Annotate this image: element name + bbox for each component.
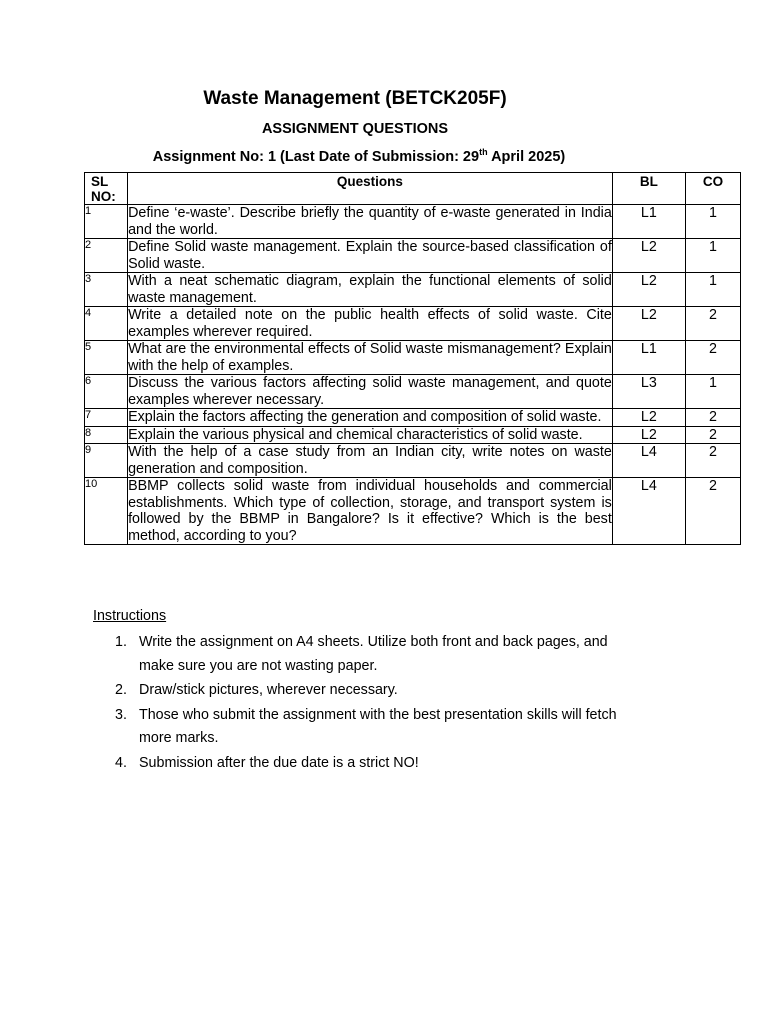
assignment-prefix: Assignment No: 1 (Last Date of Submission: 29 (152, 148, 480, 165)
table-row (85, 444, 741, 478)
table-row (85, 375, 741, 409)
table-row (85, 426, 741, 444)
instruction-number: 2. (115, 682, 127, 698)
instruction-text: Those who submit the assignment with the best presentation skills will fetch more marks. (139, 706, 617, 746)
row-sl: 6 (85, 375, 128, 409)
document-subtitle: ASSIGNMENT QUESTIONS (261, 121, 449, 137)
row-co: 2 (685, 307, 740, 341)
row-question: Write a detailed note on the public health effects of solid waste. Cite examples wherever required. (128, 307, 612, 340)
table-row (85, 273, 741, 307)
instruction-text: Draw/stick pictures, wherever necessary. (139, 682, 398, 698)
row-bl: L2 (612, 239, 685, 273)
row-sl: 9 (85, 444, 128, 478)
assignment-line (0, 147, 718, 165)
row-co: 1 (685, 273, 740, 307)
row-question: With the help of a case study from an Indian city, write notes on waste generation and composition. (128, 444, 612, 477)
instructions-heading: Instructions (93, 608, 167, 624)
table-row (85, 239, 741, 273)
row-question: Discuss the various factors affecting solid waste management, and quote examples wherever necessary. (128, 375, 612, 408)
row-question: Explain the factors affecting the generation and composition of solid waste. (128, 409, 613, 427)
header-sl-line2: NO: (91, 189, 116, 204)
row-bl: L4 (612, 478, 685, 545)
instructions-section (93, 607, 633, 776)
row-co: 2 (685, 409, 740, 427)
row-question: With a neat schematic diagram, explain the functional elements of solid waste management. (128, 273, 612, 306)
row-question: What are the environmental effects of Solid waste mismanagement? Explain with the help of examples. (128, 341, 612, 374)
instructions-list (93, 631, 633, 775)
instruction-item (93, 752, 633, 776)
row-sl: 10 (85, 478, 128, 545)
row-question: Define ‘e-waste’. Describe briefly the quantity of e-waste generated in India and the world. (128, 205, 612, 238)
row-bl: L1 (612, 205, 685, 239)
table-row (85, 478, 741, 545)
header-bl-label: BL (639, 174, 658, 189)
row-co: 1 (685, 375, 740, 409)
assignment-suffix: April 2025) (487, 148, 566, 165)
row-bl: L3 (612, 375, 685, 409)
row-bl: L2 (612, 307, 685, 341)
row-bl: L2 (612, 409, 685, 427)
row-co: 2 (685, 478, 740, 545)
row-co: 1 (685, 205, 740, 239)
header-sl-line1: SL (91, 174, 109, 189)
row-bl: L1 (612, 341, 685, 375)
header-co-label: CO (702, 174, 724, 189)
instruction-text: Write the assignment on A4 sheets. Utilize both front and back pages, and make sure you are not wasting paper. (139, 634, 608, 674)
row-bl: L4 (612, 444, 685, 478)
row-sl: 8 (85, 426, 128, 444)
instruction-number: 1. (115, 634, 127, 650)
row-question: Define Solid waste management. Explain the source-based classification of Solid waste. (128, 239, 612, 272)
row-sl: 5 (85, 341, 128, 375)
header-co (685, 173, 740, 205)
document-title: Waste Management (BETCK205F) (203, 88, 507, 109)
instruction-item (93, 704, 633, 751)
row-co: 2 (685, 444, 740, 478)
assignment-sup: th (479, 147, 488, 157)
row-bl: L2 (612, 426, 685, 444)
row-bl: L2 (612, 273, 685, 307)
row-co: 1 (685, 239, 740, 273)
instruction-item (93, 679, 633, 703)
table-row (85, 307, 741, 341)
table-row (85, 341, 741, 375)
instruction-number: 3. (115, 706, 127, 723)
row-co: 2 (685, 426, 740, 444)
row-co: 2 (685, 341, 740, 375)
instruction-text: Submission after the due date is a strict NO! (139, 754, 419, 771)
header-sl (85, 173, 128, 205)
row-question: Explain the various physical and chemical characteristics of solid waste. (128, 426, 613, 444)
table-row (85, 409, 741, 427)
instruction-number: 4. (115, 754, 127, 771)
header-questions (128, 173, 613, 205)
header-bl (612, 173, 685, 205)
row-sl: 7 (85, 409, 128, 427)
row-question: BBMP collects solid waste from individual households and commercial establishments. Which type of collection, storage, and transport system is followed by the BBMP in Bangalore? Is it effective? Which is the best method, according to you? (128, 478, 612, 544)
questions-table (84, 172, 741, 545)
header-questions-label: Questions (336, 174, 403, 189)
row-sl: 3 (85, 273, 128, 307)
row-sl: 4 (85, 307, 128, 341)
row-sl: 2 (85, 239, 128, 273)
table-header-row (85, 173, 741, 205)
table-row (85, 205, 741, 239)
instruction-item (93, 631, 633, 678)
row-sl: 1 (85, 205, 128, 239)
